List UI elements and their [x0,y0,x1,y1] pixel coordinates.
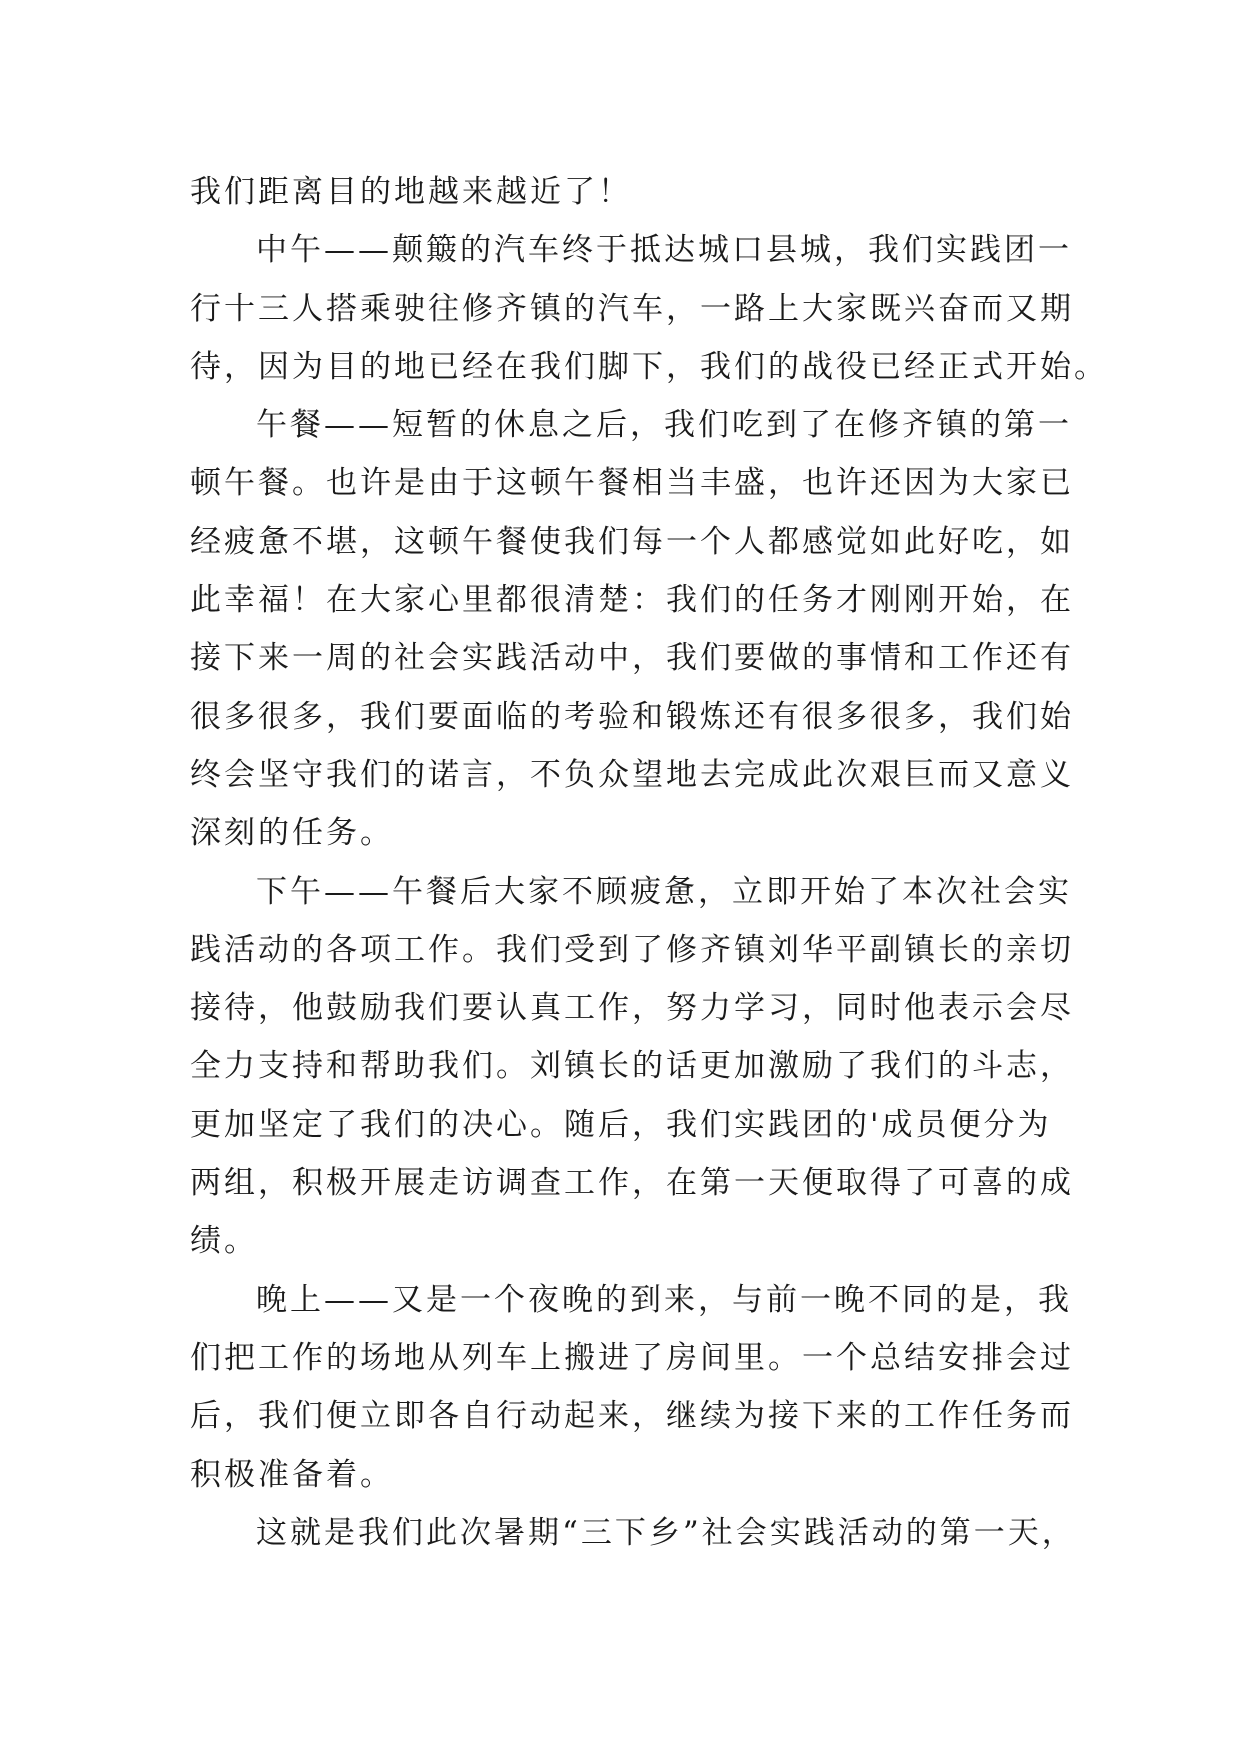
text-line: 待，因为目的地已经在我们脚下，我们的战役已经正式开始。 [190,348,1108,385]
text-line: 此幸福！在大家心里都很清楚：我们的任务才刚刚开始，在 [190,582,1074,619]
text-line: 们把工作的场地从列车上搬进了房间里。一个总结安排会过 [190,1339,1074,1376]
text-line: 后，我们便立即各自行动起来，继续为接下来的工作任务而 [190,1398,1074,1435]
text-line: 全力支持和帮助我们。刘镇长的话更加激励了我们的斗志， [190,1048,1074,1085]
text-line: 深刻的任务。 [190,815,394,852]
text-line: 接待，他鼓励我们要认真工作，努力学习，同时他表示会尽 [190,990,1074,1027]
text-line: 行十三人搭乘驶往修齐镇的汽车，一路上大家既兴奋而又期 [190,290,1074,327]
text-line: 践活动的各项工作。我们受到了修齐镇刘华平副镇长的亲切 [190,931,1074,968]
text-line: 两组，积极开展走访调查工作，在第一天便取得了可喜的成 [190,1165,1074,1202]
text-line: 积极准备着。 [190,1456,394,1493]
text-line: 这就是我们此次暑期“三下乡”社会实践活动的第一天， [256,1514,1076,1551]
text-line: 晚上——又是一个夜晚的到来，与前一晚不同的是，我 [256,1281,1072,1318]
text-line: 更加坚定了我们的决心。随后，我们实践团的'成员便分为 [190,1106,1052,1143]
text-line: 终会坚守我们的诺言，不负众望地去完成此次艰巨而又意义 [190,756,1074,793]
text-line: 绩。 [190,1223,258,1260]
text-line: 中午——颠簸的汽车终于抵达城口县城，我们实践团一 [256,232,1072,269]
text-line: 下午——午餐后大家不顾疲惫，立即开始了本次社会实 [256,873,1072,910]
text-line: 午餐——短暂的休息之后，我们吃到了在修齐镇的第一 [256,407,1072,444]
text-line: 接下来一周的社会实践活动中，我们要做的事情和工作还有 [190,640,1074,677]
text-line: 很多很多，我们要面临的考验和锻炼还有很多很多，我们始 [190,698,1074,735]
body-text [190,163,1108,1562]
text-line: 经疲惫不堪，这顿午餐使我们每一个人都感觉如此好吃，如 [190,523,1074,560]
text-line: 顿午餐。也许是由于这顿午餐相当丰盛，也许还因为大家已 [190,465,1074,502]
text-line: 我们距离目的地越来越近了！ [190,174,632,210]
